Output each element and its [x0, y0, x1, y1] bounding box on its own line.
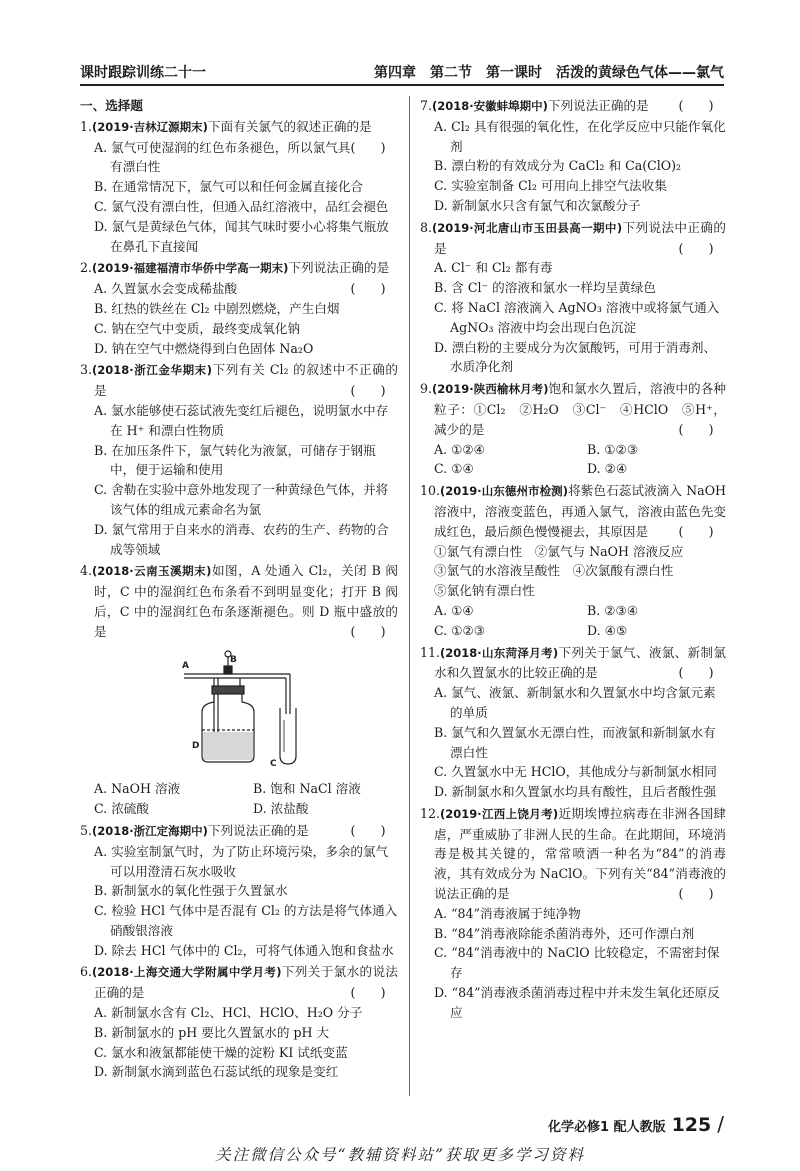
option-d: D. 钠在空气中燃烧得到白色固体 Na₂O [94, 340, 314, 356]
question-number: 5. [80, 822, 93, 838]
answer-blank: ( ) [678, 98, 714, 113]
question-text: 下列说法正确的是 [288, 260, 390, 276]
option-b: B. 含 Cl⁻ 的溶液和氯水一样均呈黄绿色 [434, 280, 656, 296]
question-source: (2018·山东菏泽月考) [440, 645, 559, 660]
question-source: (2018·浙江定海期中) [92, 823, 208, 838]
option-a: A. 氯气、液氯、新制氯水和久置氯水中均含氯元素的单质 [434, 685, 716, 720]
valve-b [224, 666, 232, 674]
option-c: C. 将 NaCl 溶液滴入 AgNO₃ 溶液中或将氯气通入 AgNO₃ 溶液中均会出现白色沉淀 [434, 299, 720, 335]
option-c: C. 氯水和液氯都能使干燥的淀粉 KI 试纸变蓝 [94, 1044, 348, 1060]
option-b: B. ②③④ [587, 602, 639, 618]
answer-blank: ( ) [350, 281, 386, 297]
question-source: (2019·吉林辽源期末) [92, 119, 208, 134]
question-number: 4. [80, 563, 93, 579]
option-row [80, 779, 398, 799]
left-column [80, 96, 398, 1084]
question-stem [420, 643, 726, 684]
option-a: A. “84”消毒液属于纯净物 [434, 905, 581, 921]
question-source: (2018·安徽蚌埠期中) [432, 99, 548, 113]
apparatus-figure [180, 648, 310, 770]
question-source: (2019·山东德州市检测) [440, 484, 569, 499]
question-text: 下列说法正确的是 [547, 98, 649, 113]
question-number: 7. [420, 98, 433, 113]
answer-blank: ( ) [678, 421, 714, 437]
bottle-liquid [203, 732, 253, 760]
option-b: B. “84”消毒液除能杀菌消毒外，还可作漂白剂 [434, 925, 695, 941]
question-text: 下列说法中正确的是 [434, 219, 727, 256]
option-c: C. 检验 HCl 气体中是否混有 Cl₂ 的方法是将气体通入硝酸银溶液 [94, 903, 398, 938]
page-header [80, 58, 724, 86]
option-b: B. 漂白粉的有效成分为 CaCl₂ 和 Ca(ClO)₂ [434, 158, 682, 174]
option-c: C. “84”消毒液中的 NaClO 比较稳定，不需密封保存 [434, 945, 720, 981]
footer-slash: / [717, 1112, 724, 1136]
question-source: (2018·云南玉溪期末) [92, 564, 212, 579]
question-5 [80, 821, 398, 961]
question-1 [80, 117, 398, 257]
question-number: 6. [80, 964, 93, 980]
answer-blank: ( ) [350, 985, 386, 1001]
answer-blank: ( ) [678, 523, 714, 539]
question-text: 饱和氯水久置后，溶液中的各种粒子：①Cl₂ ②H₂O ③Cl⁻ ④HClO ⑤H⁺，减少的是 [434, 381, 727, 437]
question-6 [80, 962, 398, 1082]
question-source: (2019·陕西榆林月考) [432, 382, 549, 397]
label-b: B [230, 654, 237, 665]
question-number: 11. [420, 644, 441, 660]
option-a: A. 氯水能够使石蕊试液先变红后褪色，说明氯水中存在 H⁺ 和漂白性物质 [94, 402, 389, 438]
question-text: 将紫色石蕊试液滴入 NaOH 溶液中，溶液变蓝色，再通入氯气，溶液由蓝色先变成红色，最后颜色慢慢褪去，其原因是 [434, 483, 727, 539]
option-a: A. 新制氯水含有 Cl₂、HCl、HClO、H₂O 分子 [94, 1005, 363, 1021]
question-source: (2018·上海交通大学附属中学月考) [92, 965, 282, 980]
option-row [420, 601, 726, 621]
option-a: A. 实验室制氯气时，为了防止环境污染，多余的氯气可以用澄清石灰水吸收 [94, 843, 389, 879]
question-stem [420, 481, 726, 541]
section-title: 一、选择题 [80, 98, 143, 113]
page-number: 125 [671, 1114, 712, 1136]
question-text: 下列有关 Cl₂ 的叙述中不正确的是 [94, 362, 398, 399]
question-source: (2018·浙江金华期末) [92, 363, 212, 378]
book-title: 化学必修1 配人教版 [548, 1120, 666, 1135]
question-number: 9. [420, 381, 433, 397]
question-source: (2019·福建福清市华侨中学高一期末) [92, 261, 289, 276]
option-d: D. 新制氯水和久置氯水均具有酸性，且后者酸性强 [434, 784, 717, 800]
answer-blank: ( ) [350, 822, 386, 838]
option-d: D. 新制氯水只含有氯气和次氯酸分子 [434, 197, 641, 213]
question-number: 10. [420, 483, 441, 499]
option-a: A. NaOH 溶液 [94, 781, 181, 797]
watermark-text: 关注微信公众号“教辅资料站”获取更多学习资料 [215, 1146, 585, 1164]
question-source: (2019·河北唐山市玉田县高一期中) [432, 220, 623, 235]
question-7 [420, 96, 726, 216]
question-10 [420, 481, 726, 640]
statement-line: ①氯气有漂白性 ②氯气与 NaOH 溶液反应 [434, 543, 684, 559]
question-12 [420, 804, 726, 1023]
question-9 [420, 379, 726, 479]
question-text: 如图，A 处通入 Cl₂，关闭 B 阀时，C 中的湿润红色布条看不到明显变化；打开 B 阀后，C 中的湿润红色布条逐渐褪色。则 D 瓶中盛放的是 [94, 563, 399, 639]
label-c: C [270, 758, 277, 769]
question-stem [420, 218, 726, 259]
question-stem [80, 360, 398, 401]
answer-blank: ( ) [678, 240, 714, 256]
option-d: D. 氯气是黄绿色气体，闻其气味时要小心将集气瓶放在鼻孔下直接闻 [94, 218, 389, 254]
option-a: A. ①④ [434, 602, 474, 618]
option-b: B. 红热的铁丝在 Cl₂ 中剧烈燃烧，产生白烟 [94, 300, 340, 316]
option-d: D. 新制氯水滴到蓝色石蕊试纸的现象是变红 [94, 1064, 339, 1080]
question-number: 3. [80, 362, 93, 378]
question-stem [80, 561, 398, 641]
option-b: B. 在通常情况下，氯气可以和任何金属直接化合 [94, 179, 364, 195]
option-a: A. 氯气可使湿润的红色布条褪色，所以氯气具有漂白性 [94, 139, 351, 175]
question-text: 下面有关氯气的叙述正确的是 [207, 118, 372, 134]
option-d: D. ④⑤ [587, 622, 628, 638]
header-left-title: 课时跟踪训练二十一 [80, 65, 206, 81]
option-a: A. Cl⁻ 和 Cl₂ 都有毒 [434, 260, 553, 276]
question-stem [80, 117, 398, 155]
answer-blank: ( ) [350, 139, 386, 155]
question-8 [420, 218, 726, 377]
option-row [420, 621, 726, 641]
option-c: C. 舍勒在实验中意外地发现了一种黄绿色气体，并将该气体的组成元素命名为氯 [94, 482, 389, 517]
question-11 [420, 643, 726, 802]
option-d: D. 浓盐酸 [253, 801, 309, 817]
question-3 [80, 360, 398, 559]
answer-blank: ( ) [678, 665, 714, 681]
question-text: 近期埃博拉病毒在非洲各国肆虐，严重威胁了非洲人民的生命。在此期间，环境消毒是极其关键的，常常喷洒一种名为“84”的消毒液，其有效成分为 NaClO。下列有关“84”消毒液的说法正确的是 [434, 805, 727, 902]
bottle-stopper [212, 686, 244, 694]
option-b: B. 新制氯水的 pH 要比久置氯水的 pH 大 [94, 1024, 330, 1040]
question-stem [420, 804, 726, 904]
question-stem [420, 96, 726, 117]
option-b: B. 在加压条件下，氯气转化为液氯，可储存于钢瓶中，便于运输和使用 [94, 442, 376, 478]
question-stem [80, 962, 398, 1003]
option-c: C. 氯气没有漂白性，但通入品红溶液中，品红会褪色 [94, 198, 389, 214]
question-2 [80, 258, 398, 358]
question-number: 8. [420, 219, 433, 235]
right-column [420, 96, 726, 1025]
question-number: 1. [80, 118, 93, 134]
question-4 [80, 561, 398, 819]
label-d: D [192, 740, 200, 751]
option-d: D. 漂白粉的主要成分为次氯酸钙，可用于消毒剂、水质净化剂 [434, 339, 717, 375]
question-stem [80, 821, 398, 842]
option-a: A. ①②④ [434, 441, 485, 457]
page-footer [548, 1112, 724, 1136]
question-stem [420, 379, 726, 439]
option-c: C. 实验室制备 Cl₂ 可用向上排空气法收集 [434, 178, 667, 194]
header-chapter-title: 第四章 第二节 第一课时 活泼的黄绿色气体——氯气 [374, 65, 724, 81]
option-d: D. 除去 HCl 气体中的 Cl₂，可将气体通入饱和食盐水 [94, 942, 394, 958]
option-b: B. 氯气和久置氯水无漂白性，而液氯和新制氯水有漂白性 [434, 724, 716, 760]
answer-blank: ( ) [350, 623, 386, 639]
question-text: 下列说法正确的是 [207, 822, 309, 838]
question-number: 2. [80, 260, 93, 276]
question-number: 12. [420, 805, 441, 821]
option-row [420, 440, 726, 460]
option-a: A. 久置氯水会变成稀盐酸 [94, 281, 238, 297]
option-d: D. 氯气常用于自来水的消毒、农药的生产、药物的合成等领域 [94, 521, 389, 557]
label-a: A [182, 660, 189, 671]
question-text: 下列关于氯水的说法正确的是 [94, 964, 399, 1001]
option-d: D. “84”消毒液杀菌消毒过程中并未发生氧化还原反应 [434, 985, 720, 1020]
option-c: C. 久置氯水中无 HClO，其他成分与新制氯水相同 [434, 764, 717, 780]
option-row [80, 799, 398, 819]
option-c: C. 钠在空气中变质，最终变成氧化钠 [94, 320, 301, 336]
option-c: C. ①④ [434, 461, 474, 477]
question-source: (2019·江西上饶月考) [440, 806, 559, 821]
option-a: A. Cl₂ 具有很强的氧化性，在化学反应中只能作氧化剂 [434, 118, 726, 154]
option-row [420, 459, 726, 479]
answer-blank: ( ) [350, 383, 386, 399]
answer-blank: ( ) [678, 886, 714, 902]
test-tube-c [280, 708, 296, 764]
statement-line: ③氯气的水溶液呈酸性 ④次氯酸有漂白性 [434, 563, 674, 579]
option-b: B. ①②③ [587, 441, 639, 457]
option-b: B. 新制氯水的氧化性强于久置氯水 [94, 883, 288, 899]
statement-line: ⑤氯化钠有漂白性 [434, 583, 535, 599]
option-c: C. ①②③ [434, 622, 486, 638]
question-text: 下列关于氯气、液氯、新制氯水和久置氯水的比较正确的是 [434, 644, 727, 681]
option-b: B. 饱和 NaCl 溶液 [253, 781, 361, 797]
option-c: C. 浓硫酸 [94, 801, 149, 817]
column-divider [409, 96, 410, 1096]
option-d: D. ②④ [587, 461, 628, 477]
